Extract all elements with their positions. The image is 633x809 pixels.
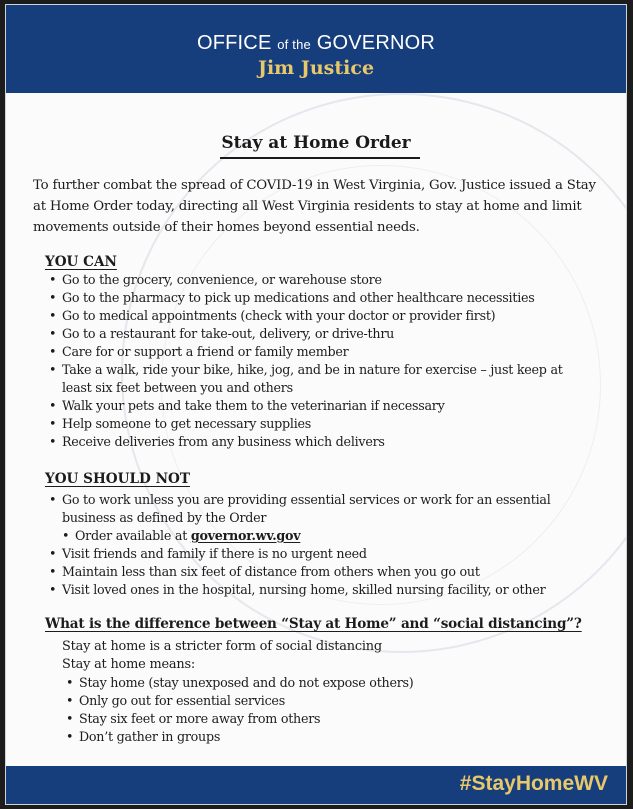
you-can-list <box>47 271 607 451</box>
footer-banner <box>6 766 626 804</box>
list-item: • Stay home (stay unexposed and do not expose others) <box>64 674 584 692</box>
stay-home-means-list <box>64 674 584 746</box>
office-title: OFFICE of the GOVERNOR <box>196 32 436 54</box>
list-item: • Walk your pets and take them to the veterinarian if necessary <box>47 397 607 415</box>
list-item: • Help someone to get necessary supplies <box>47 415 607 433</box>
difference-question: What is the difference between “Stay at Home” and “social distancing”? <box>45 616 582 632</box>
hashtag-label: #StayHomeWV <box>459 772 608 795</box>
list-item: • Maintain less than six feet of distance from others when you go out <box>47 563 607 581</box>
list-item: • Visit friends and family if there is no urgent need <box>47 545 607 563</box>
list-item: • Receive deliveries from any business which delivers <box>47 433 607 451</box>
list-item: • Go to medical appointments (check with your doctor or provider first) <box>47 307 607 325</box>
list-item: • Care for or support a friend or family member <box>47 343 607 361</box>
title-underline <box>220 157 420 159</box>
you-should-not-heading: YOU SHOULD NOT <box>45 471 190 487</box>
document-title: Stay at Home Order <box>221 133 411 153</box>
list-item: • Stay six feet or more away from others <box>64 710 584 728</box>
difference-line-1: Stay at home is a stricter form of social distancing <box>62 639 382 654</box>
list-item: • Go to a restaurant for take-out, delivery, or drive-thru <box>47 325 607 343</box>
list-item: • Visit loved ones in the hospital, nursing home, skilled nursing facility, or other <box>47 581 607 599</box>
list-item-sub: • Order available at governor.wv.gov <box>47 527 607 545</box>
list-item: • Take a walk, ride your bike, hike, jog, and be in nature for exercise – just keep at least six feet between you and others <box>47 361 587 397</box>
governor-name: Jim Justice <box>257 57 375 79</box>
stay-at-home-flyer <box>5 4 627 805</box>
list-item: • Don’t gather in groups <box>64 728 584 746</box>
list-item: • Go to work unless you are providing essential services or work for an essential business as defined by the Order <box>47 491 595 527</box>
governor-website-link[interactable]: governor.wv.gov <box>190 528 301 543</box>
you-can-heading: YOU CAN <box>45 254 117 270</box>
intro-paragraph: To further combat the spread of COVID-19 in West Virginia, Gov. Justice issued a Stay at Home Order today, directing all West Virginia residents to stay at home and limit movements outside of their homes beyond essential needs. <box>33 178 596 235</box>
list-item: • Go to the pharmacy to pick up medications and other healthcare necessities <box>47 289 607 307</box>
list-item: • Only go out for essential services <box>64 692 584 710</box>
difference-line-2: Stay at home means: <box>62 657 196 672</box>
list-item: • Go to the grocery, convenience, or warehouse store <box>47 271 607 289</box>
you-should-not-list <box>47 491 607 599</box>
